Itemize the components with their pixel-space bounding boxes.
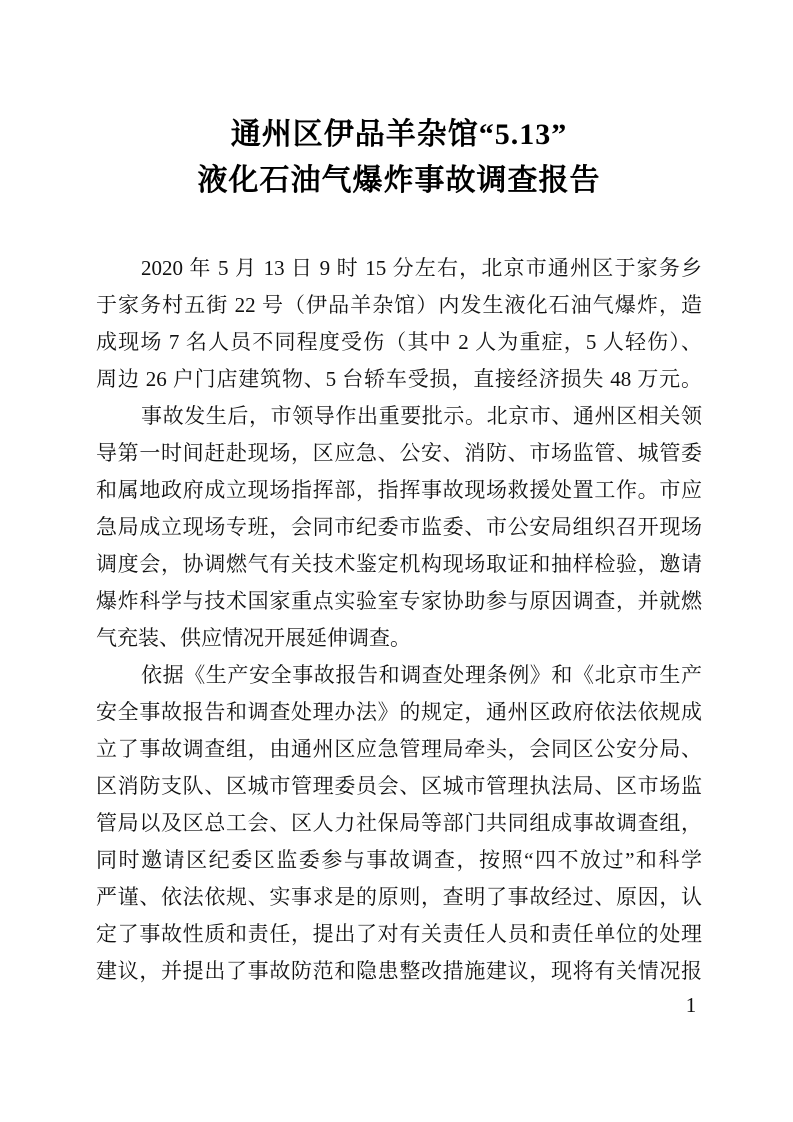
body-line: 和属地政府成立现场指挥部，指挥事故现场救援处置工作。市应	[96, 478, 702, 502]
body-line: 于家务村五街 22 号（伊品羊杂馆）内发生液化石油气爆炸，造	[96, 293, 702, 317]
paragraph-2	[96, 398, 702, 657]
body-line: 依据《生产安全事故报告和调查处理条例》和《北京市生产	[141, 663, 702, 687]
body-line: 定了事故性质和责任，提出了对有关责任人员和责任单位的处理	[96, 922, 702, 946]
body-line: 同时邀请区纪委区监委参与事故调查，按照“四不放过”和科学	[96, 848, 702, 872]
body-line: 急局成立现场专班，会同市纪委市监委、市公安局组织召开现场	[96, 515, 702, 539]
body-line: 调度会，协调燃气有关技术鉴定机构现场取证和抽样检验，邀请	[96, 552, 702, 576]
body-line: 导第一时间赶赴现场，区应急、公安、消防、市场监管、城管委	[96, 441, 702, 465]
body-line: 立了事故调查组，由通州区应急管理局牵头，会同区公安分局、	[96, 737, 702, 761]
body-line: 管局以及区总工会、区人力社保局等部门共同组成事故调查组，	[96, 811, 702, 835]
document-body	[96, 250, 702, 990]
body-line: 区消防支队、区城市管理委员会、区城市管理执法局、区市场监	[96, 774, 702, 798]
report-title-line-1: 通州区伊品羊杂馆“5.13”	[230, 118, 568, 151]
body-line: 建议，并提出了事故防范和隐患整改措施建议，现将有关情况报	[96, 959, 702, 983]
body-line: 事故发生后，市领导作出重要批示。北京市、通州区相关领	[141, 404, 702, 428]
report-title-line-2: 液化石油气爆炸事故调查报告	[197, 164, 601, 197]
document-column	[96, 0, 702, 990]
paragraph-3	[96, 657, 702, 990]
report-title	[96, 0, 702, 204]
body-line: 成现场 7 名人员不同程度受伤（其中 2 人为重症，5 人轻伤）、	[96, 330, 702, 354]
paragraph-1	[96, 250, 702, 398]
body-line: 爆炸科学与技术国家重点实验室专家协助参与原因调查，并就燃	[96, 589, 702, 613]
page-number: 1	[685, 993, 697, 1017]
body-line: 2020 年 5 月 13 日 9 时 15 分左右，北京市通州区于家务乡	[141, 256, 702, 280]
body-line: 严谨、依法依规、实事求是的原则，查明了事故经过、原因，认	[96, 885, 702, 909]
body-line: 安全事故报告和调查处理办法》的规定，通州区政府依法依规成	[96, 700, 702, 724]
body-line: 周边 26 户门店建筑物、5 台轿车受损，直接经济损失 48 万元。	[96, 367, 702, 391]
body-line: 气充装、供应情况开展延伸调查。	[96, 626, 411, 650]
